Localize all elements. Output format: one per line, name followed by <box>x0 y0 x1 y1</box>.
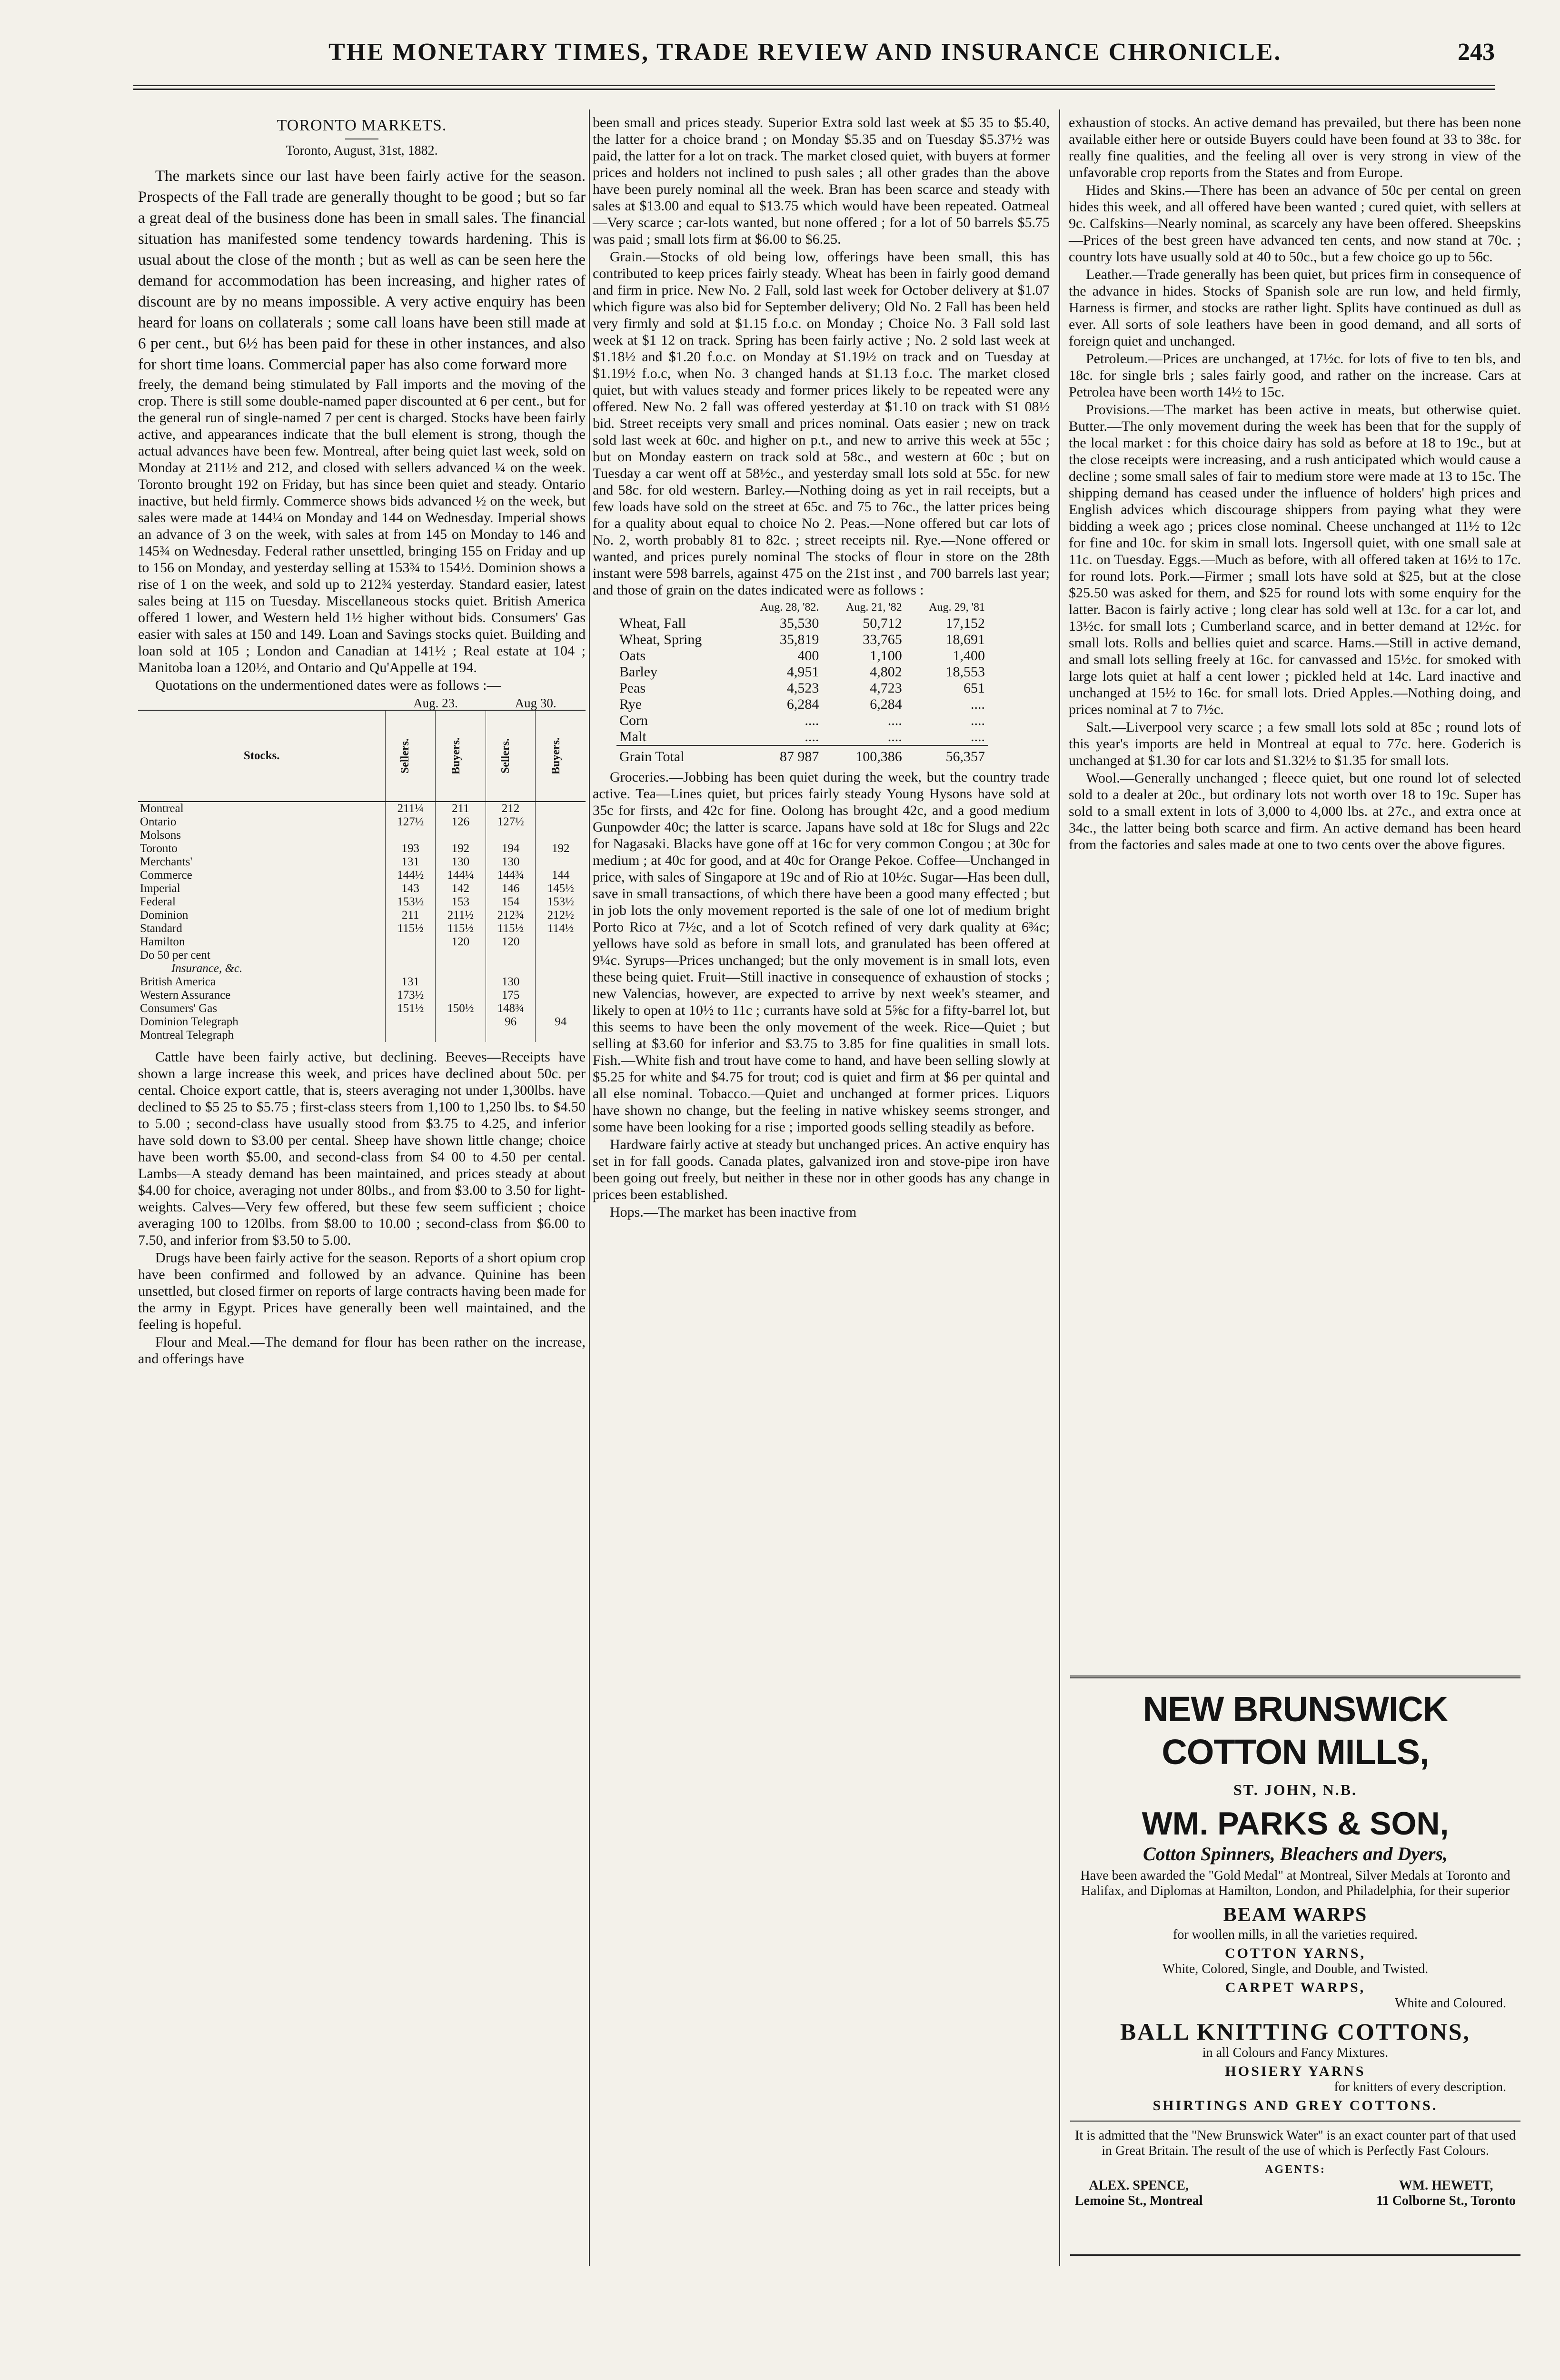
stock-quote-s2 <box>486 1029 536 1042</box>
petroleum-paragraph: Petroleum.—Prices are unchanged, at 17½c. for lots of five to ten bls, and 18c. for single brls ; sales fairly good, and rather on the increase. Cars at Petrolea have been worth 14½ to 15c. <box>1069 351 1521 400</box>
stock-quote-b1: 142 <box>436 882 486 895</box>
stocks-column-header: Stocks. <box>138 710 386 802</box>
quotations-intro: Quotations on the undermentioned dates were as follows :— <box>155 677 501 693</box>
grain-value: .... <box>971 729 985 744</box>
stock-quote-b1 <box>436 989 486 1002</box>
stock-quote-s1 <box>386 829 436 842</box>
stocks-table-row <box>138 989 586 1002</box>
stock-quote-s2: 212¾ <box>486 909 536 922</box>
ad-hosiery-desc: for knitters of every description. <box>1334 2080 1506 2094</box>
hardware-paragraph: Hardware fairly active at steady but unchanged prices. An active enquiry has set in for fall goods. Canada plates, galvanized iron and stove-pipe iron have been going out freely, but neither in these nor in other goods has any change in prices been established. <box>593 1137 1050 1202</box>
stock-quote-s1: 173½ <box>386 989 436 1002</box>
stock-quote-s1: 131 <box>386 855 436 869</box>
stocks-table-row <box>138 869 586 882</box>
grain-value: 17,152 <box>945 615 985 631</box>
stock-quote-b1: 126 <box>436 815 486 829</box>
grain-total-value: 100,386 <box>822 745 904 765</box>
cotton-mills-advertisement <box>1070 1676 1520 2256</box>
stocks-table-row <box>138 909 586 922</box>
stock-quote-b2 <box>536 962 586 975</box>
grain-header <box>616 599 735 615</box>
stock-quote-b1 <box>436 829 486 842</box>
grain-value: 35,530 <box>779 615 819 631</box>
stock-quote-b1 <box>436 949 486 962</box>
stocks-table-row <box>138 935 586 949</box>
grain-name: Wheat, Spring <box>619 632 702 647</box>
grain-table-row <box>616 696 988 713</box>
stock-quote-b1: 120 <box>436 935 486 949</box>
stock-quote-s2 <box>486 949 536 962</box>
grain-table-row <box>616 648 988 664</box>
ad-beam-desc: for woollen mills, in all the varieties required. <box>1173 1927 1418 1942</box>
ad-cotton-yarns: COTTON YARNS, <box>1225 1945 1366 1961</box>
grain-name: Barley <box>619 664 657 680</box>
grain-value: .... <box>887 729 902 744</box>
stocks-table-row <box>138 922 586 935</box>
stock-quote-b2: 153½ <box>536 895 586 909</box>
stock-quote-b1: 115½ <box>436 922 486 935</box>
grain-value: 50,712 <box>863 615 902 631</box>
stock-name: Toronto <box>140 842 178 855</box>
flour-paragraph-start: Flour and Meal.—The demand for flour has been rather on the increase, and offerings have <box>138 1334 586 1367</box>
grain-table-row <box>616 632 988 648</box>
stocks-table-row <box>138 949 586 962</box>
stock-quote-b2 <box>536 949 586 962</box>
stock-quote-b1 <box>436 975 486 989</box>
stock-quote-s2: 212 <box>486 802 536 815</box>
stock-quote-b1 <box>436 1029 486 1042</box>
grain-name: Oats <box>619 648 646 664</box>
stock-name: Dominion Telegraph <box>140 1015 238 1028</box>
stock-name: Hamilton <box>140 935 185 948</box>
stock-quote-s2: 148¾ <box>486 1002 536 1015</box>
grain-name: Peas <box>619 680 646 696</box>
grain-value: 4,802 <box>870 664 902 680</box>
grain-table-row <box>616 713 988 729</box>
stock-quote-s1 <box>386 949 436 962</box>
stock-quote-s2: 96 <box>486 1015 536 1029</box>
header-rule <box>133 85 1495 86</box>
stock-quote-b1: 211 <box>436 802 486 815</box>
ad-ball-desc: in all Colours and Fancy Mixtures. <box>1202 2045 1389 2060</box>
stock-quote-b2 <box>536 855 586 869</box>
stock-quote-s1: 211 <box>386 909 436 922</box>
grain-name: Wheat, Fall <box>619 615 686 631</box>
ad-cotton-desc: White, Colored, Single, and Double, and Twisted. <box>1162 1962 1429 1976</box>
stock-quote-s1: 127½ <box>386 815 436 829</box>
grain-table-row <box>616 615 988 632</box>
dateline: Toronto, August, 31st, 1882. <box>286 143 438 158</box>
grain-header: Aug. 21, '82 <box>846 601 902 614</box>
stock-name: Molsons <box>140 829 181 842</box>
grain-value: 4,723 <box>870 680 902 696</box>
stocks-table-row <box>138 882 586 895</box>
stocks-table-row <box>138 1002 586 1015</box>
stock-quote-s2: 127½ <box>486 815 536 829</box>
grain-name: Rye <box>619 696 642 712</box>
grain-value: 400 <box>797 648 819 664</box>
grain-stocks-table <box>616 599 988 765</box>
column-divider-1 <box>589 109 590 2266</box>
stock-quote-s1 <box>386 962 436 975</box>
grain-value: 6,284 <box>786 696 819 712</box>
stock-name: Commerce <box>140 869 192 882</box>
stock-quote-b2 <box>536 1002 586 1015</box>
agent-1-name: ALEX. SPENCE, <box>1089 2178 1189 2193</box>
grain-total-value: 56,357 <box>905 745 988 765</box>
flour-paragraph-cont: been small and prices steady. Superior Extra sold last week at $5 35 to $5.40, the latter for a choice brand ; on Monday $5.35 and on Tuesday $5.37½ was paid, the latter for a lot on track. The market closed quiet, with buyers at former prices and holders not inclined to push sales ; all other grades than the above have been purely nominal all the week. Bran has been scarce and steady with sales at $13.00 and equal to $13.75 which would have been repeated. Oatmeal—Very scarce ; car-lots wanted, but none offered ; for a lot of 50 barrels $5.75 was paid ; small lots firm at $6.00 to $6.25. <box>593 115 1050 247</box>
ad-shirtings: SHIRTINGS AND GREY COTTONS. <box>1153 2098 1438 2113</box>
stock-name: Standard <box>140 922 182 935</box>
stock-quote-s1 <box>386 935 436 949</box>
buyers-header-2: Buyers. <box>550 737 563 774</box>
stock-quote-s1: 211¼ <box>386 802 436 815</box>
column-divider-2 <box>1059 109 1060 2266</box>
stock-quote-s2: 130 <box>486 975 536 989</box>
grain-table-row <box>616 664 988 680</box>
stock-quote-b1: 130 <box>436 855 486 869</box>
stock-quote-b2: 94 <box>536 1015 586 1029</box>
page-number: 243 <box>1458 39 1495 66</box>
grain-value: .... <box>971 696 985 712</box>
stock-name: Dominion <box>140 909 189 922</box>
stock-quote-b2 <box>536 815 586 829</box>
hops-paragraph-start: Hops.—The market has been inactive from <box>610 1204 857 1220</box>
stock-quote-s2 <box>486 829 536 842</box>
stock-quote-b1: 153 <box>436 895 486 909</box>
publication-title: THE MONETARY TIMES, TRADE REVIEW AND INSURANCE CHRONICLE. <box>328 39 1282 66</box>
stocks-table-row <box>138 802 586 815</box>
ad-company-name: NEW BRUNSWICK COTTON MILLS, <box>1143 1689 1448 1772</box>
stock-quote-s2: 146 <box>486 882 536 895</box>
grain-value: 18,691 <box>945 632 985 647</box>
stock-name: Ontario <box>140 815 177 828</box>
grain-value: .... <box>805 729 819 744</box>
grain-header: Aug. 29, '81 <box>929 601 985 614</box>
grain-table-row <box>616 729 988 745</box>
stock-name: Consumers' Gas <box>140 1002 218 1015</box>
wool-paragraph: Wool.—Generally unchanged ; fleece quiet, but one round lot of selected sold to a dealer at 20c., but ordinary lots not worth over 18 to 19c. Super has sold to a small extent in lots of 3,000 to 4,000 lbs. at 27c., and extra once at 34c., the latter being both scarce and firm. An active demand has been heard from the factories and sales made at one to two cents over the above figures. <box>1069 770 1521 853</box>
stock-quote-s1: 153½ <box>386 895 436 909</box>
stock-name: British America <box>140 975 216 988</box>
grain-value: 1,100 <box>870 648 902 664</box>
stock-quote-s1 <box>386 1029 436 1042</box>
ad-awards: Have been awarded the "Gold Medal" at Montreal, Silver Medals at Toronto and Halifax, and Diplomas at Hamilton, London, and Philadelphia, for their superior <box>1080 1868 1510 1898</box>
stock-quote-s2: 194 <box>486 842 536 855</box>
ad-agents-label: AGENTS: <box>1265 2163 1326 2176</box>
stock-name: Western Assurance <box>140 989 231 1002</box>
grain-value: 4,951 <box>786 664 819 680</box>
stock-quote-s1 <box>386 1015 436 1029</box>
column-2 <box>593 114 1050 1221</box>
stock-quote-b1 <box>436 1015 486 1029</box>
grain-value: .... <box>805 713 819 728</box>
stock-quote-s1: 144½ <box>386 869 436 882</box>
agent-1-address: Lemoine St., Montreal <box>1075 2193 1203 2208</box>
salt-paragraph: Salt.—Liverpool very scarce ; a few small lots sold at 85c ; round lots of this year's imports are held in Montreal at equal to 77c. here. Goderich is unchanged at $1.30 for car lots and $1.32½ to $1.35 for small lots. <box>1069 719 1521 768</box>
stocks-table-row <box>138 842 586 855</box>
grain-value: 651 <box>964 680 985 696</box>
stocks-table-row <box>138 1029 586 1042</box>
ad-firm-name: WM. PARKS & SON, <box>1142 1805 1449 1842</box>
stocks-date-2: Aug 30. <box>515 696 556 710</box>
grain-value: 4,523 <box>786 680 819 696</box>
stock-quote-s1: 131 <box>386 975 436 989</box>
stocks-table-row <box>138 895 586 909</box>
stocks-table <box>138 696 586 1042</box>
grain-value: 33,765 <box>863 632 902 647</box>
ad-carpet-warps: CARPET WARPS, <box>1225 1980 1366 1995</box>
stock-quote-s1: 193 <box>386 842 436 855</box>
provisions-paragraph: Provisions.—The market has been active in meats, but otherwise quiet. Butter.—The only movement during the week has been that for the supply of the local market : for this choice dairy has sold as before at 18 to 19c., but at the close receipts were increasing, and a rush anticipated which would cause a decline ; some small sales of fair to medium store were made at 13 to 15c. The shipping demand has ceased under the influence of holders' high prices and English advices which discourage shippers from paying what they were bidding a week ago ; prices close nominal. Cheese unchanged at 11½ to 12c for fine and 10c. for skim in small lots. Ingersoll quiet, with one small sale at 11c. on Tuesday. Eggs.—Much as before, with all offered taken at 16½ to 17c. for round lots. Pork.—Firmer ; small lots have sold at $25, but at the close $25.50 was asked for them, and $25 for round lots with some enquiry for the latter. Bacon is fairly active ; long clear has sold well at 13c. for a car lot, and 13½c. for small lots ; Cumberland scarce, and in better demand at 12½c. for small lots. Rolls and bellies quiet and scarce. Hams.—Still in active demand, and small lots selling freely at 16c. for canvassed and 15½c. for smoked with large lots quiet at half a cent lower ; pickled held at 14c. Lard inactive and unchanged at 15½ to 16c. for small lots. Dried Apples.—Nothing doing, and prices nominal at 7 to 7½c. <box>1069 402 1521 717</box>
stock-quote-s2 <box>486 962 536 975</box>
stock-quote-s2: 144¾ <box>486 869 536 882</box>
cattle-paragraph: Cattle have been fairly active, but declining. Beeves—Receipts have shown a large increase this week, and prices have declined about 50c. per cental. Choice export cattle, that is, steers averaging not under 1,300lbs. have declined to $5 25 to $5.75 ; first-class steers from 1,100 to 1,250 lbs. to $4.50 to 5.00 ; second-class have usually stood from $3.75 to 4.25, and inferior have sold down to $3.00 per cental. Sheep have shown little change; choice have been worth $5.00, and second-class from $4 00 to 4.50 per cental. Lambs—A steady demand has been maintained, and prices steady at about $4.00 for choice, averaging not under 80lbs., and from $3.00 to 3.50 for light-weights. Calves—Very few offered, but these few seem sufficient ; choice averaging 100 to 120lbs. from $8.00 to 10.00 ; second-class from $6.00 to 7.50, and inferior from $3.50 to 5.00. <box>138 1049 586 1248</box>
stocks-date-1: Aug. 23. <box>413 696 458 710</box>
leather-paragraph: Leather.—Trade generally has been quiet, but prices firm in consequence of the advance in hides. Stocks of Spanish sole are run low, and held firmly, Harness is firmer, and stocks are rather light. Splits have continued as dull as ever. All sorts of sole leathers have been in good demand, and all sorts of foreign quiet and unchanged. <box>1069 267 1521 349</box>
column-1 <box>138 114 586 1368</box>
buyers-header-1: Buyers. <box>450 737 463 774</box>
stock-quote-b2: 144 <box>536 869 586 882</box>
grain-name: Malt <box>619 729 646 744</box>
grain-total-row <box>616 745 988 765</box>
stock-quote-s2: 175 <box>486 989 536 1002</box>
grain-total-value: 87 987 <box>735 745 822 765</box>
stock-quote-s2: 115½ <box>486 922 536 935</box>
ad-divider <box>1070 2121 1520 2122</box>
stock-quote-b1: 150½ <box>436 1002 486 1015</box>
grain-header: Aug. 28, '82. <box>760 601 819 614</box>
stock-name: Montreal Telegraph <box>140 1029 234 1041</box>
hops-paragraph-cont: exhaustion of stocks. An active demand has prevailed, but there has been none available either here or outside Buyers could have been found at 33 to 38c. for really fine qualities, and the feeling all over is very strong in view of the unfavorable crop reports from the States and from Europe. <box>1069 115 1521 180</box>
grain-value: 1,400 <box>953 648 985 664</box>
stock-quote-b2 <box>536 935 586 949</box>
drugs-paragraph: Drugs have been fairly active for the season. Reports of a short opium crop have been confirmed and followed by an advance. Quinine has been unsettled, but closed firmer on reports of large contracts having been made for the army in Egypt. Prices have generally been well maintained, and the feeling is hopeful. <box>138 1250 586 1332</box>
stock-quote-s1: 143 <box>386 882 436 895</box>
stocks-table-row <box>138 855 586 869</box>
grain-value: .... <box>887 713 902 728</box>
grain-value: 6,284 <box>870 696 902 712</box>
stocks-table-row <box>138 829 586 842</box>
agent-2-address: 11 Colborne St., Toronto <box>1376 2193 1516 2208</box>
ad-carpet-desc: White and Coloured. <box>1394 1996 1506 2011</box>
stock-quote-b2 <box>536 975 586 989</box>
stock-name: Imperial <box>140 882 180 895</box>
column-3 <box>1069 114 1521 854</box>
grain-value: .... <box>971 713 985 728</box>
grain-table-row <box>616 680 988 696</box>
ad-ball-knitting: BALL KNITTING COTTONS, <box>1120 2018 1471 2045</box>
stocks-table-row <box>138 815 586 829</box>
stock-quote-b1: 144¼ <box>436 869 486 882</box>
grain-value: 18,553 <box>945 664 985 680</box>
intro-paragraph: The markets since our last have been fairly active for the season. Prospects of the Fall trade are generally thought to be good ; but so far a great deal of the business done has been in small sales. The financial situation has manifested some tendency towards hardening. This is usual about the close of the month ; but as well as can be seen here the demand for accommodation has been increasing, and higher rates of discount are by no means impossible. A very active enquiry has been heard for loans on collaterals ; some call loans have been still made at 6 per cent., but 6½ has been paid for these in other instances, and also for short time loans. Commercial paper has also come forward more <box>138 168 586 373</box>
stock-quote-b1 <box>436 962 486 975</box>
stock-quote-b2: 145½ <box>536 882 586 895</box>
ad-firm-subtitle: Cotton Spinners, Bleachers and Dyers, <box>1143 1843 1448 1864</box>
stock-quote-s1: 151½ <box>386 1002 436 1015</box>
hides-paragraph: Hides and Skins.—There has been an advance of 50c per cental on green hides this week, and all offered have been wanted ; cured quiet, with sellers at 9c. Calfskins—Nearly nominal, as scarcely any have been offered. Sheepskins—Prices of the best green have advanced ten cents, and now stand at 70c. ; country lots have usually sold at 40 to 50c., but a few choice go up to 56c. <box>1069 182 1521 265</box>
stock-quote-b2 <box>536 802 586 815</box>
stock-quote-b1: 192 <box>436 842 486 855</box>
stock-name: Federal <box>140 895 176 908</box>
groceries-paragraph: Groceries.—Jobbing has been quiet during the week, but the country trade active. Tea—Lines quiet, but prices fairly steady Young Hysons have sold at 35c for firsts, and 42c for fine. Oolong has brought 42c, and a good medium Gunpowder 40c; the latter is scarce. Japans have sold at 18c for Slugs and 22c for Nagasaki. Blacks have gone off at 16c for very common Congou ; at 30c for medium ; at 40c for good, and at 40c for Orange Pekoe. Coffee—Unchanged in price, with sales of Singapore at 19c and of Rio at 10½c. Sugar—Has been dull, save in small transactions, of which there have been a good many effected ; but in job lots the only movement reported is the sale of one lot of medium bright Porto Rico at 7½c, and a lot of Scotch refined of very dark quality at 6¾c; yellows have sold as before in small lots, and granulated has been offered at 9¼c. Syrups—Prices unchanged; but the only movement is in small lots, even these being quiet. Fruit—Still inactive in consequence of exhaustion of stocks ; new Valencias, however, are expected to arrive by next week's steamer, and likely to open at 10½ to 11c ; currants have sold at 5⅝c for a fifty-barrel lot, but this seems to have been the only movement of the week. Rice—Quiet ; but selling at $3.60 for inferior and $3.75 to 3.85 for fine qualities in small lots. Fish.—White fish and trout have come to hand, and have been selling slowly at $5.25 for white and $4.75 for trout; cod is quiet and firm at $6 per quintal and all else nominal. Tobacco.—Quiet and unchanged at former prices. Liquors have shown no change, but the feeling in native whiskey seems stronger, and some have been looking for a rise ; imported goods selling steadily as before. <box>593 769 1050 1135</box>
stock-quote-s1: 115½ <box>386 922 436 935</box>
grain-name: Corn <box>619 713 648 728</box>
stock-name: Do 50 per cent <box>140 949 210 962</box>
stocks-paragraph: freely, the demand being stimulated by Fall imports and the moving of the crop. There is still some double-named paper discounted at 6 per cent., but for the general run of single-named 7 per cent is charged. Stocks have been fairly active, and appearances indicate that the bull element is strong, though the actual advances have been few. Montreal, after being quiet last week, sold on Monday at 211½ and 212, and closed with sellers advanced ¼ on the week. Toronto brought 192 on Friday, but has since been quiet and steady. Ontario inactive, but held firmly. Commerce shows bids advanced ½ on the week, but sales were made at 144¼ on Monday and 144 on Wednesday. Imperial shows an advance of 3 on the week, with sales at from 145 on Monday to 146 and 145¾ on Wednesday. Federal rather unsettled, bringing 155 on Friday and up to 156 on Monday, and yesterday selling at 153¾ to 154½. Dominion shows a rise of 1 on the week, and sold up to 212¾ yesterday. Standard easier, latest sales being at 115 on Tuesday. Miscellaneous stocks quiet. British America offered 1 lower, and Western held 1½ higher without bids. Consumers' Gas easier with sales at 150 and 149. Loan and Savings stocks quiet. Building and loan sold at 105 ; London and Canadian at 141½ ; Real estate at 104 ; Manitoba loan a 120½, and Ontario and Qu'Appelle at 194. <box>138 377 586 675</box>
stocks-table-row <box>138 975 586 989</box>
grain-value: 35,819 <box>779 632 819 647</box>
stock-quote-b2: 192 <box>536 842 586 855</box>
sellers-header-2: Sellers. <box>499 738 512 774</box>
ad-agents <box>1070 2178 1520 2209</box>
ad-city: ST. JOHN, N.B. <box>1233 1781 1358 1798</box>
markets-heading: TORONTO MARKETS. <box>277 117 447 134</box>
ad-beam-warps: BEAM WARPS <box>1223 1904 1368 1926</box>
stock-quote-b2 <box>536 989 586 1002</box>
agent-2-name: WM. HEWETT, <box>1399 2178 1493 2193</box>
grain-total-label: Grain Total <box>616 745 735 765</box>
stock-name: Montreal <box>140 802 184 815</box>
stock-quote-b2 <box>536 1029 586 1042</box>
ad-hosiery-yarns: HOSIERY YARNS <box>1225 2063 1366 2079</box>
sellers-header-1: Sellers. <box>399 738 412 774</box>
stock-quote-s2: 120 <box>486 935 536 949</box>
ad-water-note: It is admitted that the "New Brunswick Water" is an exact counter part of that used in Great Britain. The result of the use of which is Perfectly Fast Colours. <box>1075 2128 1516 2158</box>
stock-name: Merchants' <box>140 855 193 868</box>
page-header <box>133 38 1495 71</box>
stock-quote-b2: 212½ <box>536 909 586 922</box>
stock-quote-b1: 211½ <box>436 909 486 922</box>
stock-quote-b2 <box>536 829 586 842</box>
stock-quote-s2: 130 <box>486 855 536 869</box>
stock-quote-b2: 114½ <box>536 922 586 935</box>
stocks-table-row <box>138 1015 586 1029</box>
grain-paragraph: Grain.—Stocks of old being low, offerings have been small, this has contributed to keep prices fairly steady. Wheat has been in fairly good demand and firm in price. New No. 2 Fall, sold last week for October delivery at $1.07 which figure was also bid for September delivery; Old No. 2 Fall has been held very firmly and sold at $1.15 f.o.c. on Monday ; Choice No. 3 Fall sold last week at $1 12 on track. Spring has been fairly active ; No. 2 sold last week at $1.18½ and $1.20 f.o.c. on Monday at $1.19½ on track and on Tuesday at $1.19½ f.o.c, when No. 3 changed hands at $1.13 f.o.c. The market closed quiet, but with values steady and former prices likely to be repeated were any offered. New No. 2 fall was offered yesterday at $1.10 on track with $1 08½ bid. Street receipts very small and prices nominal. Oats easier ; new on track sold last week at 60c. and higher on p.t., and new to arrive this week at 55c ; but on Monday eastern on track sold at 58c., and western at 60c ; but on Tuesday a car went off at 58½c., and yesterday small lots sold at 55c. for new and 58c. for old western. Barley.—Nothing doing as yet in rail receipts, but a few loads have sold on the street at 65c. and 75 to 76c., the latter prices being for a quality about equal to choice No 2. Peas.—None offered but car lots of No. 2, worth probably 81 to 82c. ; street receipts nil. Rye.—None offered or wanted, and prices purely nominal The stocks of flour in store on the 28th instant were 598 barrels, against 475 on the 21st inst , and 700 barrels last year; and those of grain on the dates indicated were as follows : <box>593 249 1050 598</box>
header-rule-2 <box>133 89 1495 90</box>
stocks-table-row <box>138 962 586 975</box>
stock-quote-s2: 154 <box>486 895 536 909</box>
stock-name: Insurance, &c. <box>171 962 243 975</box>
